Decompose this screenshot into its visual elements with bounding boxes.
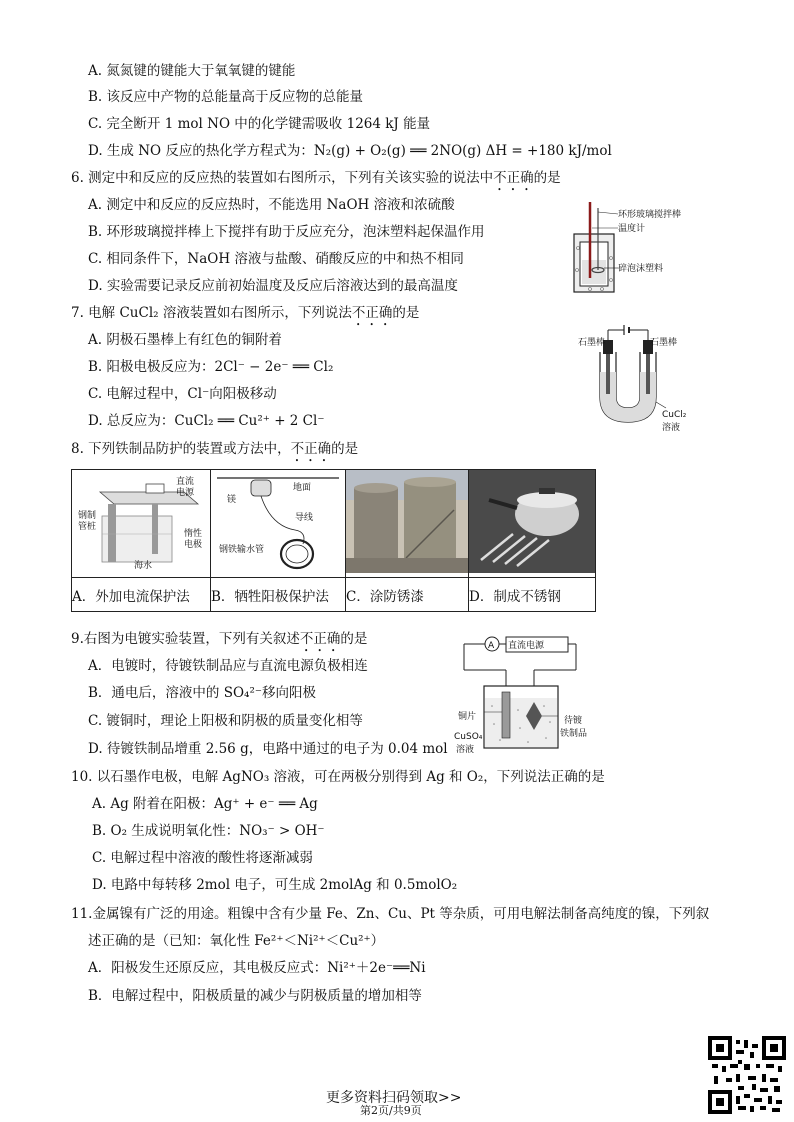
q7-stem-emphasis: 不正确 bbox=[351, 305, 393, 321]
q8-caption-c: C．涂防锈漆 bbox=[346, 578, 469, 612]
q8-figure-a-cell bbox=[72, 470, 211, 578]
qr-code-icon[interactable] bbox=[708, 1036, 786, 1114]
sacrificial-anode-figure bbox=[211, 470, 345, 573]
q8a-label-inert: 惰性 bbox=[184, 529, 203, 539]
q7-stem-text: 7. 电解 CuCl₂ 溶液装置如右图所示，下列说法 bbox=[71, 305, 352, 321]
q8-stem bbox=[71, 440, 358, 465]
q9-label-item: 待镀 bbox=[564, 716, 583, 726]
q5-option-d: D. 生成 NO 反应的热化学方程式为：N₂(g) + O₂(g) ══ 2NO(g) ΔH = +180 kJ/mol bbox=[88, 143, 612, 159]
q10-option-b: B. O₂ 生成说明氧化性：NO₃⁻ > OH⁻ bbox=[92, 823, 325, 839]
q8-figure-c-cell bbox=[346, 470, 469, 578]
q9-label-cuso4: CuSO₄ bbox=[454, 732, 483, 742]
q6-stem bbox=[71, 169, 561, 194]
q7-label-solution-2: 溶液 bbox=[662, 423, 681, 433]
q8a-label-pipe: 钢制 bbox=[78, 511, 97, 521]
q7-label-left-rod: 石墨棒 bbox=[578, 338, 606, 348]
page-number: 第2页/共9页 bbox=[360, 1104, 422, 1117]
q9-stem-end: 的是 bbox=[340, 631, 368, 647]
q7-stem bbox=[71, 304, 419, 329]
q9-option-a: A．电镀时，待镀铁制品应与直流电源负极相连 bbox=[88, 658, 368, 674]
q9-option-c: C. 镀铜时，理论上阳极和阴极的质量变化相等 bbox=[88, 713, 363, 729]
painted-tanks-photo bbox=[346, 470, 468, 573]
q8-figure-b-cell bbox=[211, 470, 346, 578]
q9-stem bbox=[71, 630, 367, 655]
q6-option-d: D. 实验需要记录反应前初始温度及反应后溶液达到的最高温度 bbox=[88, 278, 458, 294]
q7-option-b: B. 阳极电极反应为：2Cl⁻ − 2e⁻ ══ Cl₂ bbox=[88, 359, 334, 375]
q6-label-thermometer: 温度计 bbox=[618, 224, 646, 234]
q9-option-b: B．通电后，溶液中的 SO₄²⁻移向阳极 bbox=[88, 685, 316, 701]
q7-option-c: C. 电解过程中，Cl⁻向阳极移动 bbox=[88, 386, 277, 402]
q6-option-a: A. 测定中和反应的反应热时，不能选用 NaOH 溶液和浓硫酸 bbox=[88, 197, 455, 213]
q7-option-d: D. 总反应为：CuCl₂ ══ Cu²⁺ + 2 Cl⁻ bbox=[88, 413, 325, 429]
q11-stem-line-1: 11.金属镍有广泛的用途。粗镍中含有少量 Fe、Zn、Cu、Pt 等杂质，可用电解法制备高纯度的镍，下列叙 bbox=[71, 906, 710, 922]
q9-label-solution: 溶液 bbox=[456, 745, 475, 755]
q7-label-solution: CuCl₂ bbox=[662, 410, 687, 420]
q8-options-table bbox=[71, 469, 596, 612]
q5-option-a: A. 氮氮键的键能大于氧氧键的键能 bbox=[88, 63, 296, 79]
q11-stem-line-2: 述正确的是（已知：氧化性 Fe²⁺＜Ni²⁺＜Cu²⁺） bbox=[88, 933, 385, 949]
q8a-label-power: 直流 bbox=[176, 477, 195, 487]
q9-label-power: 直流电源 bbox=[508, 641, 545, 651]
q8b-label-pipe: 钢铁输水管 bbox=[219, 545, 265, 555]
q8-stem-text: 8. 下列铁制品防护的装置或方法中， bbox=[71, 441, 291, 457]
q8a-label-pipe-2: 管桩 bbox=[78, 522, 97, 532]
q8-figure-d-cell bbox=[469, 470, 596, 578]
q8-caption-a: A．外加电流保护法 bbox=[72, 578, 211, 612]
q6-stem-text: 6. 测定中和反应的反应热的装置如右图所示，下列有关该实验的说法中 bbox=[71, 170, 494, 186]
q8-caption-b: B．牺牲阳极保护法 bbox=[211, 578, 346, 612]
q8a-label-inert-2: 电极 bbox=[184, 540, 203, 550]
q6-option-b: B. 环形玻璃搅拌棒上下搅拌有助于反应充分，泡沫塑料起保温作用 bbox=[88, 224, 485, 240]
q8-stem-end: 的是 bbox=[331, 441, 359, 457]
q7-option-a: A. 阴极石墨棒上有红色的铜附着 bbox=[88, 332, 282, 348]
q9-label-ammeter: A bbox=[488, 641, 495, 651]
q11-option-a: A．阳极发生还原反应，其电极反应式：Ni²⁺＋2e⁻══Ni bbox=[88, 960, 426, 976]
q6-label-foam: 碎泡沫塑料 bbox=[618, 264, 664, 274]
q10-option-d: D. 电路中每转移 2mol 电子，可生成 2molAg 和 0.5molO₂ bbox=[92, 877, 458, 893]
q9-label-copper: 铜片 bbox=[458, 712, 477, 722]
q5-option-b: B. 该反应中产物的总能量高于反应物的总能量 bbox=[88, 89, 364, 105]
q9-stem-text: 9.右图为电镀实验装置，下列有关叙述 bbox=[71, 631, 300, 647]
q7-label-right-rod: 石墨棒 bbox=[650, 338, 678, 348]
q6-stem-end: 的是 bbox=[533, 170, 561, 186]
footer-more-link[interactable]: 更多资料扫码领取>> bbox=[326, 1090, 462, 1106]
q8b-label-wire: 导线 bbox=[295, 513, 314, 523]
q9-label-item-2: 铁制品 bbox=[560, 729, 588, 739]
q7-stem-end: 的是 bbox=[392, 305, 420, 321]
q8b-label-mg: 镁 bbox=[227, 495, 237, 505]
q8a-label-sea: 海水 bbox=[134, 561, 153, 571]
q6-option-c: C. 相同条件下，NaOH 溶液与盐酸、硝酸反应的中和热不相同 bbox=[88, 251, 464, 267]
q11-option-b: B．电解过程中，阳极质量的减少与阴极质量的增加相等 bbox=[88, 988, 422, 1004]
q9-stem-emphasis: 不正确 bbox=[299, 631, 341, 647]
q6-label-stirrer: 环形玻璃搅拌棒 bbox=[618, 210, 682, 220]
stainless-steel-photo bbox=[469, 470, 595, 573]
q8a-label-power-2: 电源 bbox=[176, 488, 195, 498]
q10-option-c: C. 电解过程中溶液的酸性将逐渐减弱 bbox=[92, 850, 313, 866]
q5-option-c: C. 完全断开 1 mol NO 中的化学键需吸收 1264 kJ 能量 bbox=[88, 116, 431, 132]
q8-caption-d: D．制成不锈钢 bbox=[469, 578, 596, 612]
q8b-label-ground: 地面 bbox=[293, 483, 312, 493]
q9-option-d: D. 待镀铁制品增重 2.56 g，电路中通过的电子为 0.04 mol bbox=[88, 741, 448, 757]
q10-stem: 10. 以石墨作电极，电解 AgNO₃ 溶液，可在两极分别得到 Ag 和 O₂，下列说法正确的是 bbox=[71, 769, 605, 785]
q10-option-a: A. Ag 附着在阳极：Ag⁺ + e⁻ ══ Ag bbox=[92, 796, 318, 812]
q6-stem-emphasis: 不正确 bbox=[493, 170, 534, 186]
q8-stem-emphasis: 不正确 bbox=[290, 441, 332, 457]
